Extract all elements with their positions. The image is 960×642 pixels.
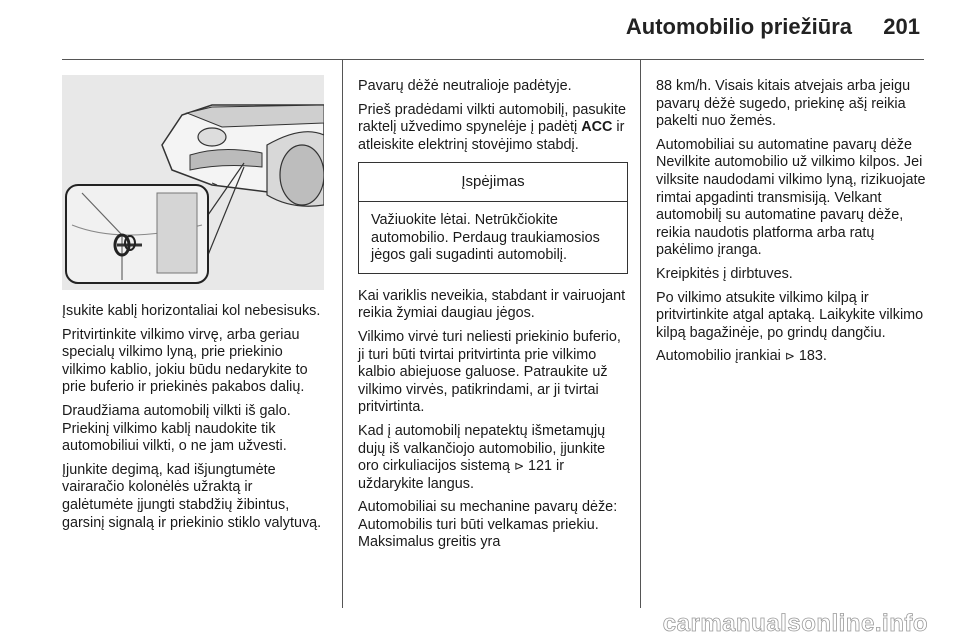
page-reference-icon: ⊳ xyxy=(784,349,795,364)
paragraph: Kai variklis neveikia, stabdant ir vairuojant reikia žymiai daugiau jėgos. xyxy=(358,287,626,322)
paragraph: Įjunkite degimą, kad išjungtumėte vairaračio kolonėlės užraktą ir galėtumėte įjungti stabdžių žibintus, garsinį signalą ir priekinio stiklo valytuvą. xyxy=(62,461,322,531)
warning-title: Įspėjimas xyxy=(359,163,627,202)
text-run: ir atleiskite elektrinį stovėjimo stabdį. xyxy=(358,119,625,153)
column-right xyxy=(656,78,926,372)
watermark: carmanualsonline.info xyxy=(662,610,928,637)
warning-body: Važiuokite lėtai. Netrūkčiokite automobilio. Perdaug traukiamosios jėgos gali sugadinti automobilį. xyxy=(371,211,600,264)
page-reference[interactable]: 121 xyxy=(528,458,553,475)
text-run: . xyxy=(822,348,827,365)
paragraph: Automobiliai su automatine pavarų dėže Nevilkite automobilio už vilkimo kilpos. Jei vilksite naudodami vilkimo lyną, rizikuojate rimtai apgadinti transmisiją. Velkant automobilį su automatine pavarų dėže, reikia naudotis platforma arba ratų pakėlimo įranga. xyxy=(656,136,926,259)
paragraph xyxy=(358,423,628,493)
paragraph: Pavarų dėžė neutralioje padėtyje. xyxy=(358,78,572,94)
header-rule xyxy=(62,59,924,60)
column-divider xyxy=(640,60,641,608)
warning-box xyxy=(358,162,628,273)
paragraph: Draudžiama automobilį vilkti iš galo. Priekinį vilkimo kablį naudokite tik automobiliui vilkti, o ne jam užvesti. xyxy=(62,402,291,455)
paragraph: Įsukite kablį horizontaliai kol nebesisuks. xyxy=(62,303,321,319)
paragraph xyxy=(358,102,628,155)
page-reference[interactable]: 183 xyxy=(798,348,823,365)
paragraph: Automobiliai su mechanine pavarų dėže: Automobilis turi būti velkamas priekiu. Maksimalus greitis yra xyxy=(358,499,618,551)
page-header xyxy=(0,0,960,60)
text-run: Automobilio įrankiai xyxy=(656,348,785,365)
text-run: Kad į automobilį nepatektų išmetamųjų dujų iš valkančiojo automobilio, įjunkite oro cirkuliacijos sistemą xyxy=(358,422,606,475)
paragraph: Vilkimo virvė turi neliesti priekinio buferio, ji turi būti tvirtai pritvirtinta prie vilkimo kalbio abiejuose galuose. Patraukite už vilkimo virvės, patikrindami, ar ji tvirtai pritvirtinta. xyxy=(358,328,621,416)
text-run: Prieš pradėdami vilkti automobilį, pasukite raktelį užvedimo spynelėje į padėtį xyxy=(358,101,626,136)
paragraph: Pritvirtinkite vilkimo virvę, arba geriau specialų vilkimo lyną, prie priekinio vilkimo kablio, jokiu būdu nedarykite to prie buferio ir priekinės pakabos dalių. xyxy=(62,326,308,396)
column-middle xyxy=(358,78,628,558)
ignition-position-label: ACC xyxy=(581,119,613,136)
page-reference-icon: ⊳ xyxy=(513,459,525,474)
column-divider xyxy=(342,60,343,608)
page-title: Automobilio priežiūra xyxy=(625,14,852,39)
paragraph: Kreipkitės į dirbtuves. xyxy=(656,265,793,282)
text-run: ir uždarykite langus. xyxy=(358,458,565,492)
paragraph: 88 km/h. Visais kitais atvejais arba jeigu pavarų dėžė sugedo, priekinę ašį reikia pakelti nuo žemės. xyxy=(656,78,911,130)
column-left xyxy=(62,303,327,538)
page-number: 201 xyxy=(883,14,920,39)
paragraph xyxy=(656,348,926,366)
paragraph: Po vilkimo atsukite vilkimo kilpą ir pritvirtinkite atgal aptaką. Laikykite vilkimo kilpą bagažinėje, po grindų dangčiu. xyxy=(656,289,924,341)
tow-hook-illustration xyxy=(62,75,324,290)
